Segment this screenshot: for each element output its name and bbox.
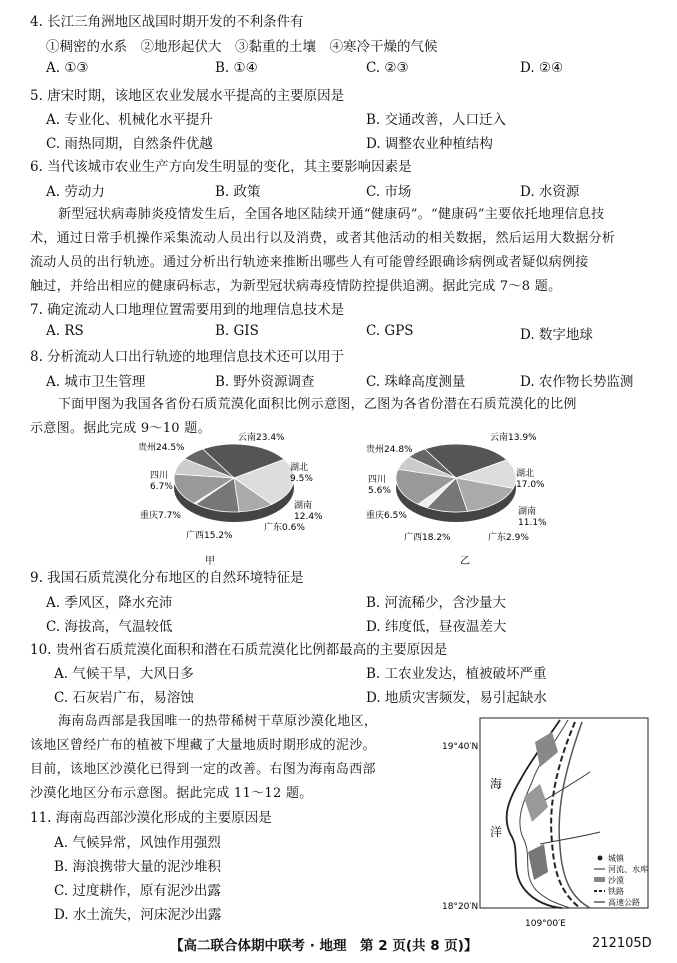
lat-bottom-label: 18°20′N <box>442 902 479 912</box>
pie-label-湖北: 湖北 <box>516 469 535 479</box>
q11-option-a: A. 气候异常，风蚀作用强烈 <box>54 835 221 851</box>
q11-stem: 11. 海南岛西部沙漠化形成的主要原因是 <box>30 810 272 826</box>
q7-option-c: C. GPS <box>366 323 414 339</box>
q4-items: ①稠密的水系 ②地形起伏大 ③黏重的土壤 ④寒冷干燥的气候 <box>46 39 438 55</box>
q8-option-a: A. 城市卫生管理 <box>46 374 146 390</box>
q4-option-b: B. ①④ <box>215 60 258 76</box>
page-footer: 【高二联合体期中联考 · 地理 第 2 页(共 8 页)】 <box>170 938 478 954</box>
pie-label-贵州: 贵州24.5% <box>138 443 185 453</box>
q8-stem: 8. 分析流动人口出行轨迹的地理信息技术还可以用于 <box>30 349 345 365</box>
legend-desert: 沙漠 <box>608 876 624 885</box>
pie-label-四川: 5.6% <box>368 486 391 496</box>
passage3-line1: 海南岛西部是我国唯一的热带稀树干草原沙漠化地区， <box>58 714 378 729</box>
pie-label-云南: 云南13.9% <box>490 433 537 443</box>
pie-label-湖北: 17.0% <box>516 480 545 490</box>
pie-label-广东: 广东0.6% <box>264 523 305 533</box>
pie-label-重庆: 重庆6.5% <box>366 511 407 521</box>
pie-label-四川: 6.7% <box>150 482 173 492</box>
q5-option-b: B. 交通改善，人口迁入 <box>366 112 507 128</box>
q5-option-c: C. 雨热同期，自然条件优越 <box>46 136 213 152</box>
pie-label-四川: 四川 <box>368 475 387 485</box>
q6-stem: 6. 当代该城市农业生产方向发生明显的变化，其主要影响因素是 <box>30 159 412 175</box>
q9-option-d: D. 纬度低，昼夜温差大 <box>366 619 507 635</box>
q4-option-c: C. ②③ <box>366 60 409 76</box>
passage1-line2: 术，通过日常手机操作采集流动人员出行以及消费，或者其他活动的相关数据，然后运用大数据分析 <box>30 231 616 246</box>
q10-option-c: C. 石灰岩广布，易溶蚀 <box>54 690 194 706</box>
pie-label-重庆: 重庆7.7% <box>140 511 181 521</box>
passage2-line2: 示意图。据此完成 9～10 题。 <box>30 421 211 436</box>
exam-code: 212105D <box>592 936 652 951</box>
pie-label-广西: 广西15.2% <box>186 531 233 541</box>
pie-title: 甲 <box>205 556 215 567</box>
q6-option-d: D. 水资源 <box>520 184 580 200</box>
passage3-line3: 目前，该地区沙漠化已得到一定的改善。右图为海南岛西部 <box>30 762 376 777</box>
q11-option-b: B. 海浪携带大量的泥沙堆积 <box>54 859 222 875</box>
q9-stem: 9. 我国石质荒漠化分布地区的自然环境特征是 <box>30 570 304 586</box>
q6-option-a: A. 劳动力 <box>46 184 105 200</box>
q10-option-b: B. 工农业发达，植被破坏严重 <box>366 666 547 682</box>
legend-highway: 高速公路 <box>608 898 640 907</box>
passage1-line3: 流动人员的出行轨迹。通过分析出行轨迹来推断出哪些人有可能曾经跟确诊病例或者疑似病例接 <box>30 255 589 270</box>
pie-label-湖南: 湖南 <box>518 507 537 517</box>
sea-label-1: 海 <box>490 777 503 791</box>
pie-label-湖北: 9.5% <box>290 474 313 484</box>
q10-stem: 10. 贵州省石质荒漠化面积和潜在石质荒漠化比例都最高的主要原因是 <box>30 642 448 658</box>
q8-option-b: B. 野外资源调查 <box>215 374 315 390</box>
q7-option-d: D. 数字地球 <box>520 327 593 343</box>
q4-stem: 4. 长江三角洲地区战国时期开发的不利条件有 <box>30 14 304 30</box>
q10-option-a: A. 气候干旱，大风日多 <box>54 666 194 682</box>
q9-option-c: C. 海拔高，气温较低 <box>46 619 173 635</box>
q9-option-a: A. 季风区，降水充沛 <box>46 595 173 611</box>
q6-option-c: C. 市场 <box>366 184 412 200</box>
legend-town: 城镇 <box>608 854 624 863</box>
passage3-line2: 该地区曾经广布的植被下埋藏了大量地质时期形成的泥沙。 <box>30 738 376 753</box>
pie-title: 乙 <box>460 556 470 567</box>
lat-top-label: 19°40′N <box>442 742 479 752</box>
q4-option-a: A. ①③ <box>46 60 89 76</box>
pie-label-四川: 四川 <box>150 471 169 481</box>
q5-option-d: D. 调整农业种植结构 <box>366 136 493 152</box>
passage1-line1: 新型冠状病毒肺炎疫情发生后，全国各地区陆续开通“健康码”。“健康码”主要依托地理信息技 <box>58 207 605 222</box>
q7-option-b: B. GIS <box>215 323 259 339</box>
q7-stem: 7. 确定流动人口地理位置需要用到的地理信息技术是 <box>30 302 345 318</box>
pie-label-湖南: 湖南 <box>294 501 313 511</box>
pie-label-贵州: 贵州24.8% <box>366 445 413 455</box>
passage1-line4: 触过，并给出相应的健康码标志，为新型冠状病毒疫情防控提供追溯。据此完成 7～8 题。 <box>30 279 562 294</box>
hainan-desertification-map <box>440 712 655 932</box>
passage2-line1: 下面甲图为我国各省份石质荒漠化面积比例示意图，乙图为各省份潜在石质荒漠化的比例 <box>58 397 577 412</box>
q9-option-b: B. 河流稀少，含沙量大 <box>366 595 507 611</box>
q4-option-d: D. ②④ <box>520 60 564 76</box>
pie-label-湖南: 12.4% <box>294 512 323 522</box>
legend-river: 河流、水库 <box>608 865 648 874</box>
sea-label-2: 洋 <box>490 825 503 839</box>
q7-option-a: A. RS <box>46 323 84 339</box>
q8-option-d: D. 农作物长势监测 <box>520 374 634 390</box>
q8-option-c: C. 珠峰高度测量 <box>366 374 466 390</box>
pie-label-湖北: 湖北 <box>290 463 309 473</box>
pie-label-广西: 广西18.2% <box>404 533 451 543</box>
q5-stem: 5. 唐宋时期，该地区农业发展水平提高的主要原因是 <box>30 88 345 104</box>
q5-option-a: A. 专业化、机械化水平提升 <box>46 112 213 128</box>
q10-option-d: D. 地质灾害频发，易引起缺水 <box>366 690 547 706</box>
legend-railway: 铁路 <box>608 887 624 896</box>
pie-label-湖南: 11.1% <box>518 518 547 528</box>
pie-charts <box>0 430 677 570</box>
lon-label: 109°00′E <box>525 919 566 929</box>
q11-option-c: C. 过度耕作，原有泥沙出露 <box>54 883 221 899</box>
pie-label-云南: 云南23.4% <box>238 433 285 443</box>
q11-option-d: D. 水土流失，河床泥沙出露 <box>54 907 222 923</box>
pie-chart-jia <box>138 431 323 567</box>
passage3-line4: 沙漠化地区分布示意图。据此完成 11～12 题。 <box>30 786 313 801</box>
q6-option-b: B. 政策 <box>215 184 261 200</box>
pie-label-广东: 广东2.9% <box>488 533 529 543</box>
pie-chart-yi <box>366 431 547 567</box>
